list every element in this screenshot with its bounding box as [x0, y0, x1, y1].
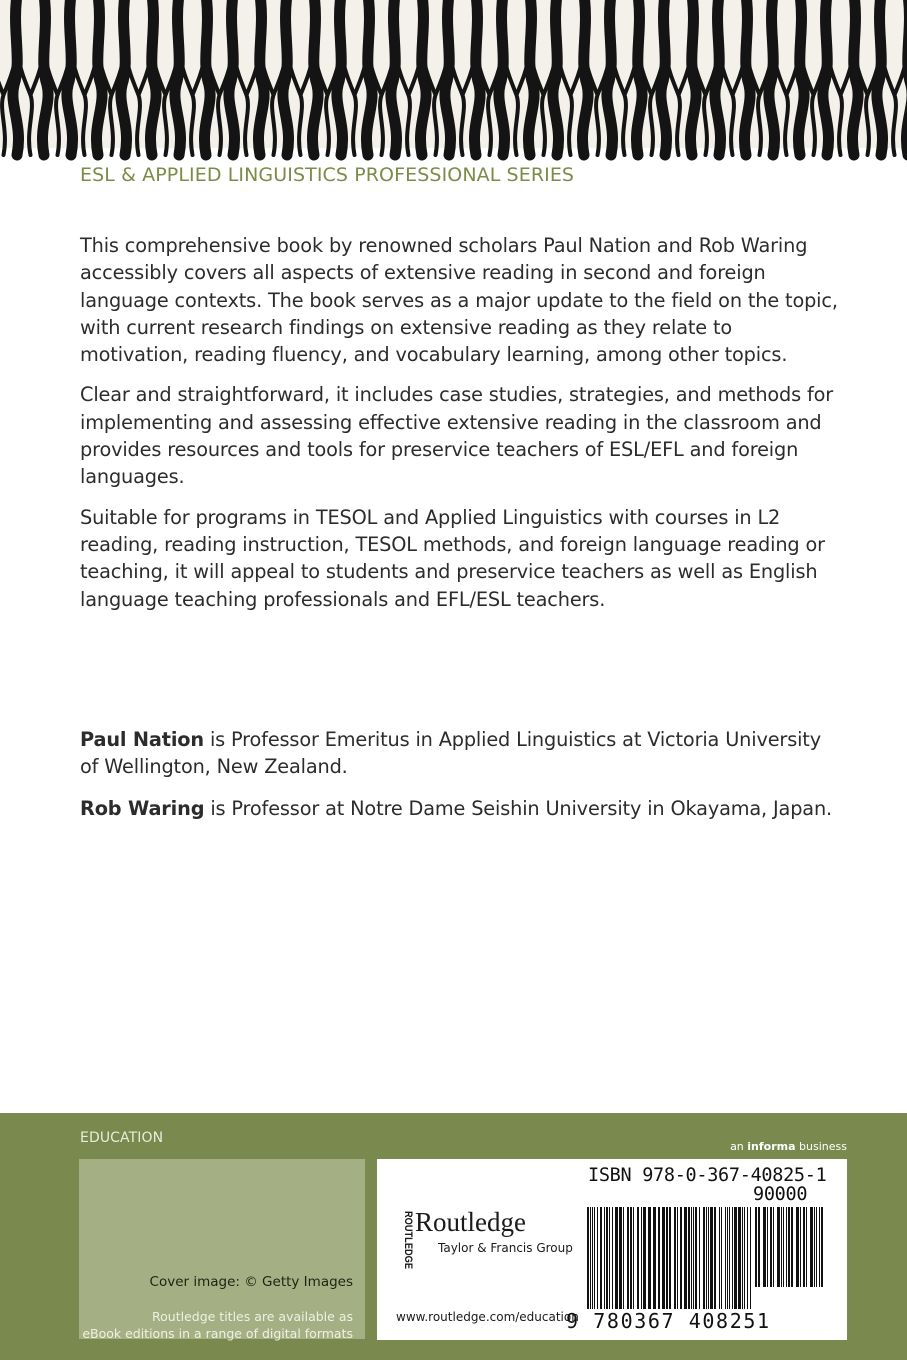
barcode-bar — [747, 1207, 748, 1309]
barcode-bar — [633, 1207, 634, 1309]
publisher-group: Taylor & Francis Group — [438, 1241, 573, 1255]
barcode-bar — [800, 1207, 801, 1287]
barcode-bar — [612, 1207, 613, 1309]
barcode-bar — [641, 1207, 642, 1309]
pattern-stripe — [474, 0, 480, 155]
pattern-stripe — [258, 0, 264, 155]
ebook-line-2: eBook editions in a range of digital formats — [82, 1326, 353, 1341]
footer-band — [0, 1113, 907, 1360]
description-paragraph-2: Clear and straightforward, it includes case studies, strategies, and methods for implementing and assessing effective extensive reading in the classroom and provides resources and tools for preservice teachers of ESL/EFL and foreign languages. — [80, 383, 834, 489]
pattern-stripe — [337, 0, 343, 155]
pattern-stripe — [420, 0, 426, 155]
cover-credit-box — [79, 1159, 365, 1339]
isbn-barcode — [587, 1207, 753, 1309]
barcode-bar — [727, 1207, 728, 1309]
barcode-bar — [821, 1207, 823, 1287]
barcode-bar — [637, 1207, 639, 1309]
author-bio-text: is Professor Emeritus in Applied Linguistics at Victoria University of Wellington, New Zealand. — [80, 728, 821, 779]
barcode-bar — [615, 1207, 618, 1309]
barcode-bar — [786, 1207, 787, 1287]
barcode-bar — [767, 1207, 768, 1287]
pattern-stripe — [312, 0, 318, 155]
description-paragraph-3: Suitable for programs in TESOL and Applied Linguistics with courses in L2 reading, reading instruction, TESOL methods, and foreign language reading or teaching, it will appeal to students and preservice teachers as well as English language teaching professionals and EFL/ESL teachers. — [80, 505, 825, 611]
barcode-bar — [669, 1207, 671, 1309]
ebook-notice — [82, 1308, 353, 1342]
book-description — [80, 232, 840, 626]
author-bio-waring — [80, 795, 840, 822]
barcode-bar — [758, 1207, 760, 1287]
publisher-barcode-box — [377, 1159, 847, 1340]
barcode-bar — [816, 1207, 817, 1287]
barcode-bar — [783, 1207, 784, 1287]
pattern-stripe — [67, 0, 73, 155]
routledge-logo-icon — [393, 1209, 414, 1281]
pattern-stripe — [229, 0, 235, 155]
barcode-bar — [691, 1207, 692, 1309]
barcode-bar — [806, 1207, 807, 1287]
barcode-bar — [600, 1207, 602, 1309]
pattern-stripe — [582, 0, 588, 155]
pattern-stripe — [96, 0, 102, 155]
barcode-bar — [796, 1207, 799, 1287]
barcode-bar — [677, 1207, 678, 1309]
barcode-bar — [680, 1207, 682, 1309]
barcode-bar — [734, 1207, 737, 1309]
cover-pattern — [0, 0, 907, 148]
pattern-stripe — [744, 0, 750, 155]
barcode-bar — [714, 1207, 716, 1309]
barcode-bar — [662, 1207, 665, 1309]
barcode-bar — [781, 1207, 782, 1287]
informa-tagline — [730, 1140, 847, 1153]
barcode-bar — [590, 1207, 591, 1309]
barcode-bar — [653, 1207, 656, 1309]
pattern-stripe — [42, 0, 48, 155]
pattern-stripe — [499, 0, 505, 155]
barcode-bar — [619, 1207, 622, 1309]
informa-prefix: an — [730, 1140, 748, 1153]
barcode-bar — [777, 1207, 780, 1287]
barcode-bar — [791, 1207, 793, 1287]
pattern-stripe — [823, 0, 829, 155]
barcode-bar — [744, 1207, 745, 1309]
barcode-bar — [688, 1207, 690, 1309]
barcode-bar — [699, 1207, 700, 1309]
description-paragraph-1: This comprehensive book by renowned scholars Paul Nation and Rob Waring accessibly covers all aspects of extensive reading in second and foreign language contexts. The book serves as a major update to the field on the topic, with current research findings on extensive reading as they relate to motivation, reading fluency, and vocabulary learning, among other topics. — [80, 234, 838, 367]
informa-brand: informa — [747, 1140, 796, 1153]
publisher-url: www.routledge.com/education — [396, 1310, 579, 1324]
pattern-stripe — [175, 0, 181, 155]
author-name: Rob Waring — [80, 796, 205, 820]
barcode-bar — [814, 1207, 815, 1287]
pattern-stripe — [391, 0, 397, 155]
barcode-digits: 9 780367 408251 — [566, 1309, 771, 1333]
barcode-bar — [803, 1207, 805, 1287]
barcode-bar — [693, 1207, 694, 1309]
barcode-bar — [810, 1207, 813, 1287]
pattern-stripe — [366, 0, 372, 155]
barcode-bar — [604, 1207, 605, 1309]
barcode-bar — [703, 1207, 705, 1309]
barcode-bar — [721, 1207, 722, 1309]
pattern-stripe — [769, 0, 775, 155]
barcode-bar — [819, 1207, 820, 1287]
pattern-stripe — [445, 0, 451, 155]
barcode-bar — [773, 1207, 774, 1287]
pattern-stripe — [13, 0, 19, 155]
barcode-bar — [684, 1207, 687, 1309]
author-bio-nation — [80, 726, 840, 781]
barcode-bar — [606, 1207, 608, 1309]
barcode-bar — [627, 1207, 629, 1309]
barcode-bar — [708, 1207, 709, 1309]
pattern-stripe — [121, 0, 127, 155]
pattern-stripe — [283, 0, 289, 155]
barcode-bar — [658, 1207, 660, 1309]
pattern-stripe — [877, 0, 883, 155]
pattern-stripe — [690, 0, 696, 155]
pattern-stripe — [852, 0, 858, 155]
isbn-number: ISBN 978-0-367-40825-1 — [588, 1165, 827, 1186]
barcode-bar — [725, 1207, 726, 1309]
category-label: EDUCATION — [80, 1130, 164, 1146]
ebook-line-1: Routledge titles are available as — [152, 1309, 353, 1324]
pattern-stripe — [607, 0, 613, 155]
pattern-stripe — [150, 0, 156, 155]
svg-text:ROUTLEDGE: ROUTLEDGE — [402, 1211, 414, 1281]
barcode-bar — [788, 1207, 790, 1287]
author-bios — [80, 726, 840, 836]
pattern-stripe — [715, 0, 721, 155]
barcode-bar — [706, 1207, 707, 1309]
barcode-bar — [710, 1207, 713, 1309]
barcode-bar — [770, 1207, 772, 1287]
barcode-bar — [674, 1207, 676, 1309]
barcode-bar — [750, 1207, 751, 1309]
price-barcode — [755, 1207, 825, 1287]
barcode-bar — [719, 1207, 720, 1309]
barcode-bar — [742, 1207, 743, 1309]
price-code: 90000 — [753, 1184, 808, 1205]
barcode-bar — [763, 1207, 766, 1287]
informa-suffix: business — [795, 1140, 847, 1153]
barcode-bar — [630, 1207, 632, 1309]
cover-image-credit: Cover image: © Getty Images — [149, 1274, 353, 1290]
series-title: ESL & APPLIED LINGUISTICS PROFESSIONAL SERIES — [80, 164, 575, 186]
pattern-stripe — [798, 0, 804, 155]
pattern-stripe — [204, 0, 210, 155]
barcode-bar — [738, 1207, 741, 1309]
author-bio-text: is Professor at Notre Dame Seishin University in Okayama, Japan. — [204, 796, 833, 820]
barcode-bar — [648, 1207, 651, 1309]
barcode-bar — [755, 1207, 757, 1287]
pattern-stripe — [553, 0, 559, 155]
barcode-bar — [732, 1207, 733, 1309]
publisher-name: Routledge — [415, 1207, 526, 1237]
pattern-stripe — [661, 0, 667, 155]
barcode-bar — [597, 1207, 598, 1309]
stripe-pattern-graphic — [0, 0, 907, 148]
barcode-bar — [666, 1207, 668, 1309]
barcode-bar — [609, 1207, 610, 1309]
barcode-bar — [592, 1207, 593, 1309]
barcode-bar — [623, 1207, 624, 1309]
barcode-bar — [587, 1207, 589, 1309]
barcode-bar — [643, 1207, 646, 1309]
author-name: Paul Nation — [80, 728, 204, 751]
pattern-stripe — [636, 0, 642, 155]
barcode-bar — [695, 1207, 697, 1309]
barcode-bar — [729, 1207, 730, 1309]
barcode-bar — [594, 1207, 595, 1309]
pattern-stripe — [528, 0, 534, 155]
